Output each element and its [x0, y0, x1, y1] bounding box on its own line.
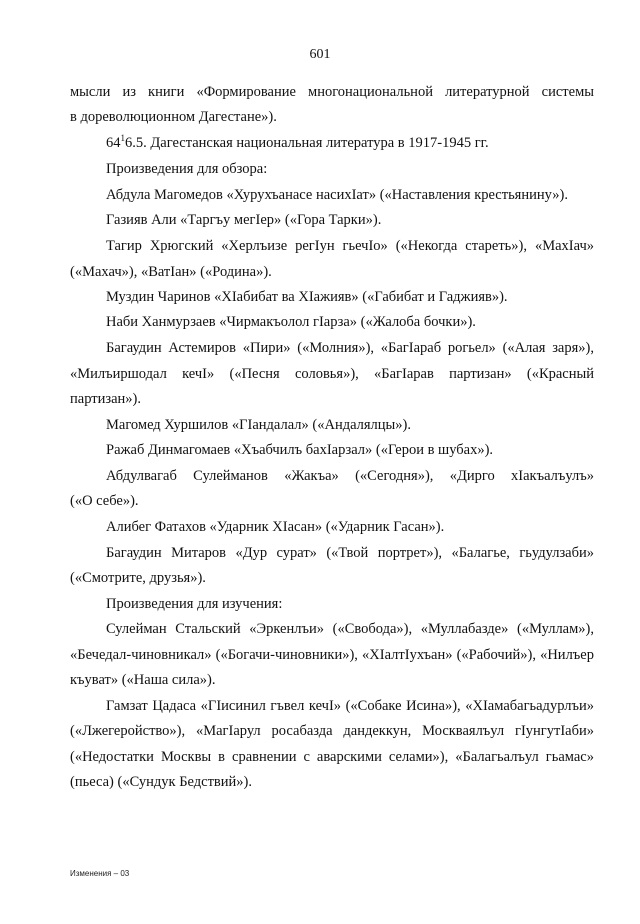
- section-number: 64: [106, 135, 121, 151]
- text-line: («Недостатки Москвы в сравнении с аварскими селами»), «Балагьалъул гьамас»: [70, 749, 594, 765]
- text-line: в дореволюционном Дагестане»).: [70, 109, 277, 125]
- text-line: Багаудин Митаров «Дур сурат» («Твой портрет»), «Балагье, гьудулзаби»: [106, 545, 594, 561]
- text-line: Багаудин Астемиров «Пири» («Молния»), «БагIараб рогьел» («Алая заря»),: [106, 340, 594, 356]
- page-number: 601: [309, 47, 331, 62]
- text-line: Гамзат Цадаса «ГIисинил гъвел кечI» («Собаке Исина»), «XIамабагьадурлъи»: [106, 698, 594, 714]
- text-line: мысли из книги «Формирование многонациональной литературной системы: [70, 84, 594, 100]
- text-line: Сулейман Стальский «Эркенлъи» («Свобода»), «Муллабазде» («Муллам»),: [106, 621, 594, 637]
- text-line: Абдулвагаб Сулейманов «Жакъа» («Сегодня»), «Дирго хIакъалъулъ»: [106, 468, 594, 484]
- text-line: Магомед Хуршилов «ГIандалал» («Андалялцы»).: [106, 417, 411, 433]
- text-line: («Лжегеройство»), «МагIарул росабазда дандеккун, Москваялъул гIунгутIаби»: [70, 723, 594, 739]
- text-line: Алибег Фатахов «Ударник XIасан» («Ударник Гасан»).: [106, 519, 445, 535]
- text-line: («О себе»).: [70, 493, 139, 509]
- text-line: Ражаб Динмагомаев «Хъабчилъ бахIарзал» («Герои в шубах»).: [106, 442, 494, 458]
- section-title: 6.5. Дагестанская национальная литература в 1917-1945 гг.: [125, 135, 489, 151]
- text-line: къуват» («Наша сила»).: [70, 672, 216, 688]
- footer-note: Изменения – 03: [70, 869, 130, 878]
- text-line: Наби Ханмурзаев «Чирмакъолол гIарза» («Жалоба бочки»).: [106, 314, 476, 330]
- text-line: («Смотрите, друзья»).: [70, 570, 206, 586]
- section-superscript: 1: [120, 133, 125, 144]
- text-line: (пьеса) («Сундук Бедствий»).: [70, 774, 252, 790]
- section-heading: [106, 134, 594, 152]
- text-line: Тагир Хрюгский «Херлъизе регIун гьечIо» («Некогда стареть»), «МахIач»: [106, 238, 594, 254]
- text-line: Произведения для изучения:: [106, 596, 283, 612]
- text-line: партизан»).: [70, 391, 141, 407]
- text-line: Произведения для обзора:: [106, 161, 268, 177]
- text-line: «Бечедал-чиновникал» («Богачи-чиновники»), «XIалтIухъан» («Рабочий»), «Нилъер: [70, 647, 594, 663]
- text-line: Муздин Чаринов «XIабибат ва XIажияв» («Габибат и Гаджияв»).: [106, 289, 508, 305]
- text-line: «Милъиршодал кечI» («Песня соловья»), «БагIарав партизан» («Красный: [70, 366, 594, 382]
- text-line: Газияв Али «Таргъу мегIер» («Гора Тарки»).: [106, 212, 382, 228]
- text-line: («Махач»), «ВатIан» («Родина»).: [70, 264, 272, 280]
- text-line: Абдула Магомедов «Хурухъанасе насихIат» («Наставления крестьянину»).: [106, 187, 568, 203]
